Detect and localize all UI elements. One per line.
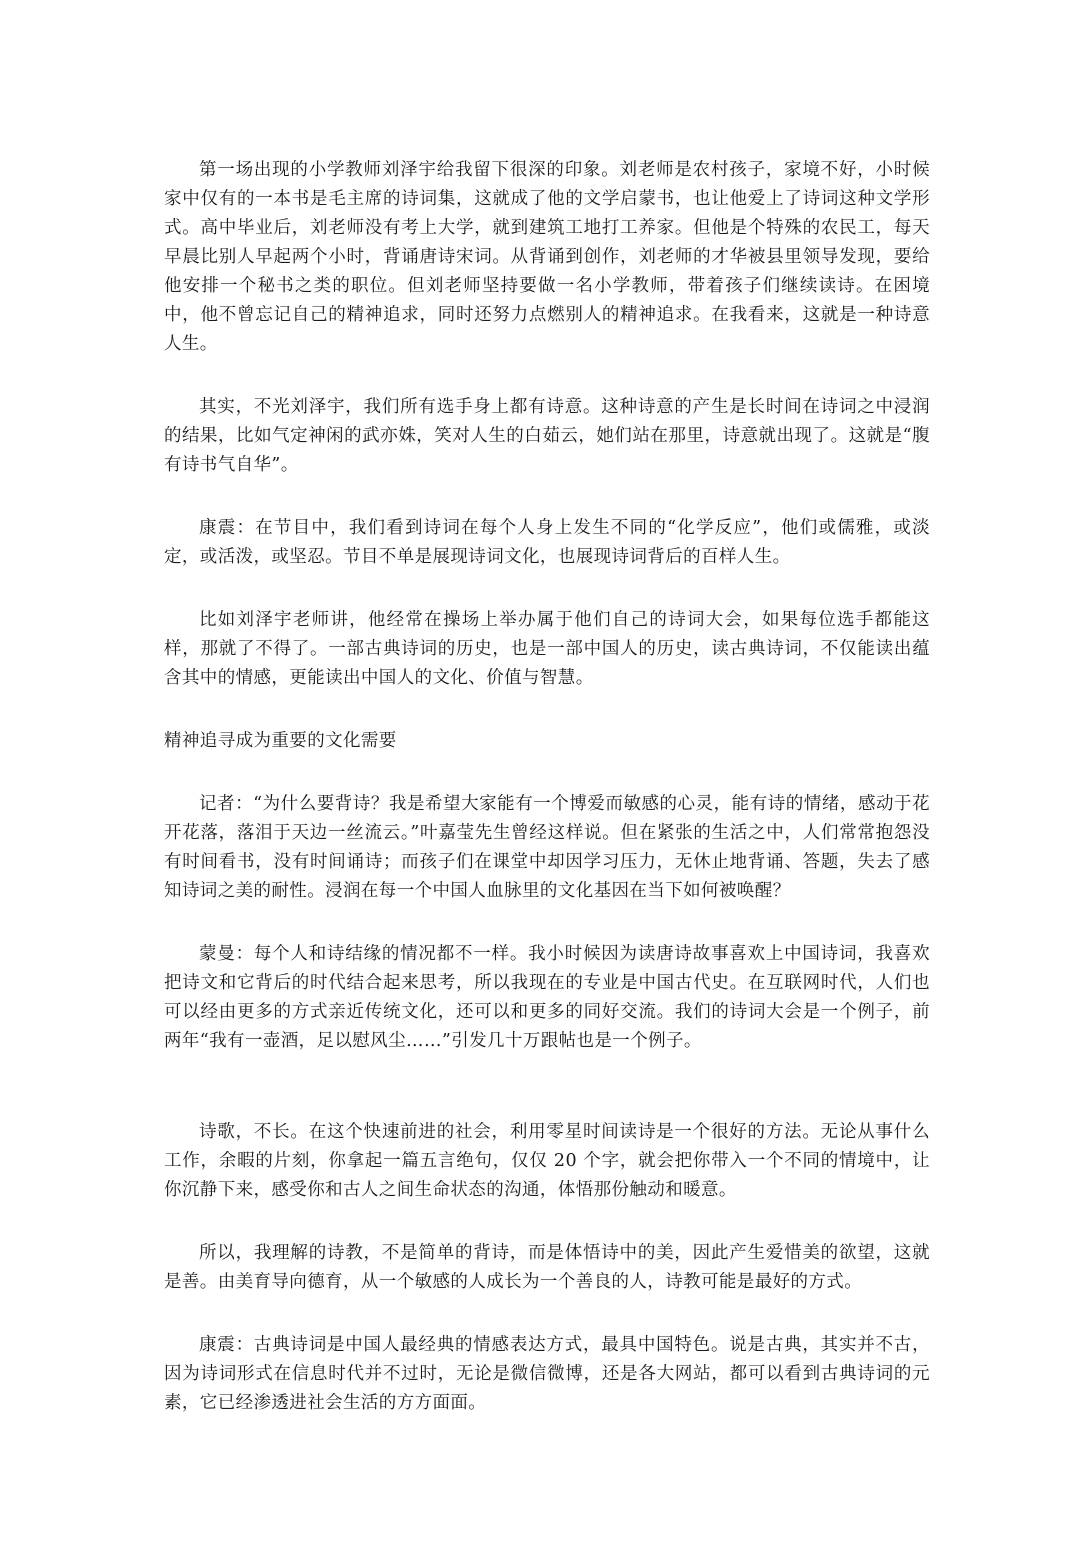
section-heading: 精神追寻成为重要的文化需要 [164,731,397,751]
paragraph-poetry-education: 所以，我理解的诗教，不是简单的背诗，而是体悟诗中的美，因此产生爱惜美的欲望，这就是善。由美育导向德育，从一个敏感的人成长为一个善良的人，诗教可能是最好的方式。 [164,1243,930,1292]
document-page [164,156,930,1418]
paragraph-poetry-history: 比如刘泽宇老师讲，他经常在操场上举办属于他们自己的诗词大会，如果每位选手都能这样，那就了不得了。一部古典诗词的历史，也是一部中国人的历史，读古典诗词，不仅能读出蕴含其中的情感，更能读出中国人的文化、价值与智慧。 [164,610,930,688]
paragraph-poetic-contestants: 其实，不光刘泽宇，我们所有选手身上都有诗意。这种诗意的产生是长时间在诗词之中浸润的结果，比如气定神闲的武亦姝，笑对人生的白茹云，她们站在那里，诗意就出现了。这就是“腹有诗书气自华”。 [164,397,930,475]
paragraph-meng-man: 蒙曼：每个人和诗结缘的情况都不一样。我小时候因为读唐诗故事喜欢上中国诗词，我喜欢把诗文和它背后的时代结合起来思考，所以我现在的专业是中国古代史。在互联网时代，人们也可以经由更多的方式亲近传统文化，还可以和更多的同好交流。我们的诗词大会是一个例子，前两年“我有一壶酒，足以慰风尘……”引发几十万跟帖也是一个例子。 [164,944,930,1051]
paragraph-kang-zhen-2: 康震：古典诗词是中国人最经典的情感表达方式，最具中国特色。说是古典，其实并不古，因为诗词形式在信息时代并不过时，无论是微信微博，还是各大网站，都可以看到古典诗词的元素，它已经渗透进社会生活的方方面面。 [164,1335,930,1413]
paragraph-poetry-short: 诗歌，不长。在这个快速前进的社会，利用零星时间读诗是一个很好的方法。无论从事什么工作，余暇的片刻，你拿起一篇五言绝句，仅仅 20 个字，就会把你带入一个不同的情境中，让你沉静下来，感受你和古人之间生命状态的沟通，体悟那份触动和暖意。 [164,1122,930,1200]
paragraph-liu-zeyu: 第一场出现的小学教师刘泽宇给我留下很深的印象。刘老师是农村孩子，家境不好，小时候家中仅有的一本书是毛主席的诗词集，这就成了他的文学启蒙书，也让他爱上了诗词这种文学形式。高中毕业后，刘老师没有考上大学，就到建筑工地打工养家。但他是个特殊的农民工，每天早晨比别人早起两个小时，背诵唐诗宋词。从背诵到创作，刘老师的才华被县里领导发现，要给他安排一个秘书之类的职位。但刘老师坚持要做一名小学教师，带着孩子们继续读诗。在困境中，他不曾忘记自己的精神追求，同时还努力点燃别人的精神追求。在我看来，这就是一种诗意人生。 [164,160,930,354]
paragraph-kang-zhen-1: 康震：在节目中，我们看到诗词在每个人身上发生不同的“化学反应”，他们或儒雅，或淡定，或活泼，或坚忍。节目不单是展现诗词文化，也展现诗词背后的百样人生。 [164,518,930,567]
paragraph-reporter: 记者：“为什么要背诗？我是希望大家能有一个博爱而敏感的心灵，能有诗的情绪，感动于花开花落，落泪于天边一丝流云。”叶嘉莹先生曾经这样说。但在紧张的生活之中，人们常常抱怨没有时间看书，没有时间诵诗；而孩子们在课堂中却因学习压力，无休止地背诵、答题，失去了感知诗词之美的耐性。浸润在每一个中国人血脉里的文化基因在当下如何被唤醒？ [164,794,930,901]
